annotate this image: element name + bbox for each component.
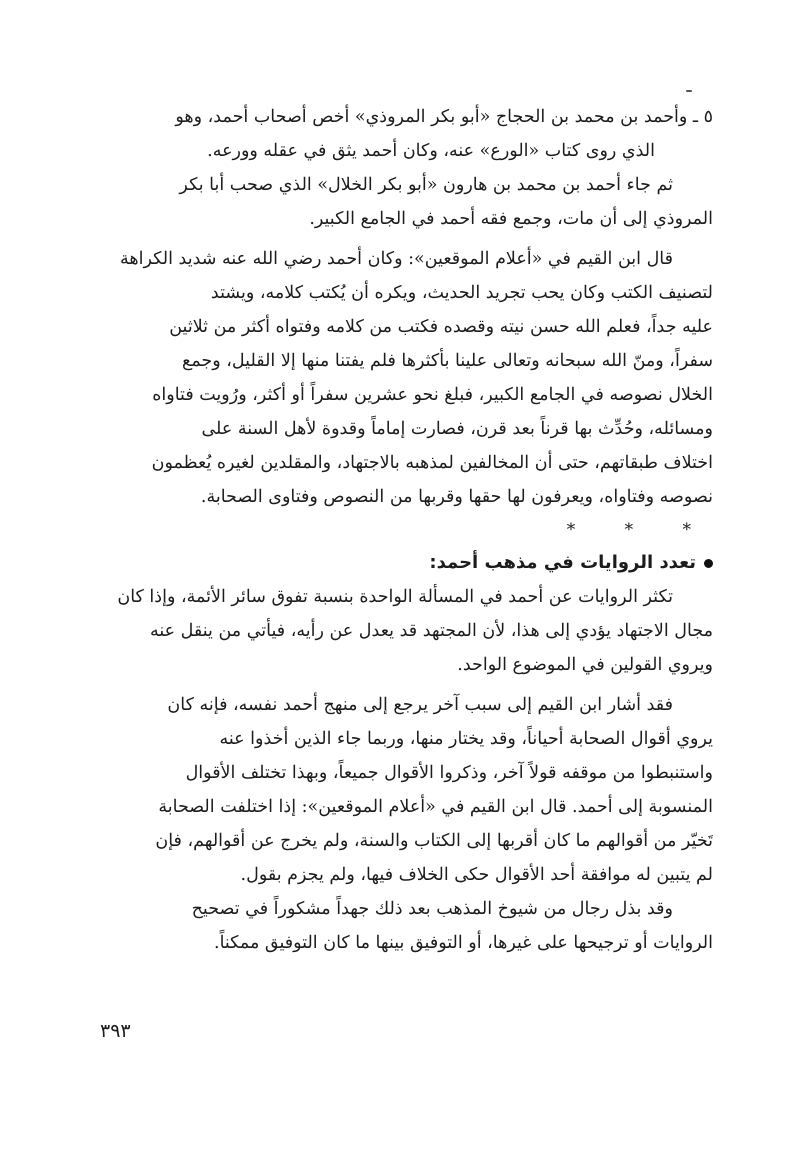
- text-line: الروايات أو ترجيحها على غيرها، أو التوفيق بينها ما كان التوفيق ممكناً.: [214, 933, 713, 953]
- paragraph-marwazi: [98, 100, 713, 236]
- text-line: نصوصه وفتاواه، ويعرفون لها حقها وقربها من النصوص وفتاوى الصحابة.: [200, 487, 713, 507]
- text-line: مجال الاجتهاد يؤدي إلى هذا، لأن المجتهد قد يعدل عن رأيه، فيأتي من ينقل عنه: [149, 621, 713, 641]
- paragraph-ibn-qayyim-quote: [98, 242, 713, 514]
- text-line: سفراً، ومنّ الله سبحانه وتعالى علينا بأكثرها فلم يفتنا منها إلا القليل، وجمع: [182, 351, 713, 371]
- section-heading-text: تعدد الروايات في مذهب أحمد:: [429, 552, 696, 573]
- scan-speck: [686, 90, 692, 92]
- text-line: لتصنيف الكتب وكان يحب تجريد الحديث، ويكره أن يُكتب كلامه، ويشتد: [210, 283, 713, 303]
- paragraph-method: [98, 688, 713, 892]
- text-line: واستنبطوا من موقفه قولاً آخر، وذكروا الأقوال جميعاً، وبهذا تختلف الأقوال: [185, 763, 713, 783]
- text-line: تكثر الروايات عن أحمد في المسألة الواحدة بنسبة تفوق سائر الأئمة، وإذا كان: [117, 587, 673, 607]
- text-line: لم يتبين له موافقة أحد الأقوال حكى الخلاف فيها، ولم يجزم بقول.: [240, 865, 713, 885]
- paragraph-scholars: [98, 892, 713, 960]
- section-heading: [98, 546, 713, 580]
- text-line: ثم جاء أحمد بن محمد بن هارون «أبو بكر الخلال» الذي صحب أبا بكر: [179, 175, 673, 195]
- text-line: ٥ ـ وأحمد بن محمد بن الحجاج «أبو بكر المروذي» أخص أصحاب أحمد، وهو: [175, 107, 713, 127]
- text-line: فقد أشار ابن القيم إلى سبب آخر يرجع إلى منهج أحمد نفسه، فإنه كان: [167, 695, 673, 715]
- page-text: [98, 100, 713, 960]
- text-line: اختلاف طبقاتهم، حتى أن المخالفين لمذهبه بالاجتهاد، والمقلدين لغيره يُعظمون: [151, 453, 713, 473]
- text-line: المروذي إلى أن مات، وجمع فقه أحمد في الجامع الكبير.: [309, 209, 713, 229]
- text-line: قال ابن القيم في «أعلام الموقعين»: وكان أحمد رضي الله عنه شديد الكراهة: [119, 249, 673, 269]
- text-line: يروي أقوال الصحابة أحياناً، وقد يختار منها، وربما جاء الذين أخذوا عنه: [219, 729, 713, 749]
- text-line: عليه جداً، فعلم الله حسن نيته وقصده فكتب من كلامه وفتواه أكثر من ثلاثين: [169, 317, 713, 337]
- bullet-icon: [704, 559, 713, 568]
- text-line: الذي روى كتاب «الورع» عنه، وكان أحمد يثق في عقله وورعه.: [207, 141, 655, 161]
- text-line: تَخيّر من أقوالهم ما كان أقربها إلى الكتاب والسنة، ولم يخرج عن أقوالهم، فإن: [155, 831, 713, 851]
- text-line: الخلال نصوصه في الجامع الكبير، فبلغ نحو عشرين سفراً أو أكثر، ورُويت فتاواه: [152, 385, 713, 405]
- text-line: المنسوبة إلى أحمد. قال ابن القيم في «أعلام الموقعين»: إذا اختلفت الصحابة: [158, 797, 713, 817]
- section-separator: * * *: [566, 520, 713, 540]
- text-line: وقد بذل رجال من شيوخ المذهب بعد ذلك جهداً مشكوراً في تصحيح: [191, 899, 673, 919]
- text-line: ويروي القولين في الموضوع الواحد.: [457, 655, 713, 675]
- section-narrations: [98, 546, 713, 682]
- text-line: ومسائله، وحُدِّث بها قرناً بعد قرن، فصارت إماماً وقدوة لأهل السنة على: [201, 419, 713, 439]
- page-number: ٣٩٣: [100, 1020, 131, 1042]
